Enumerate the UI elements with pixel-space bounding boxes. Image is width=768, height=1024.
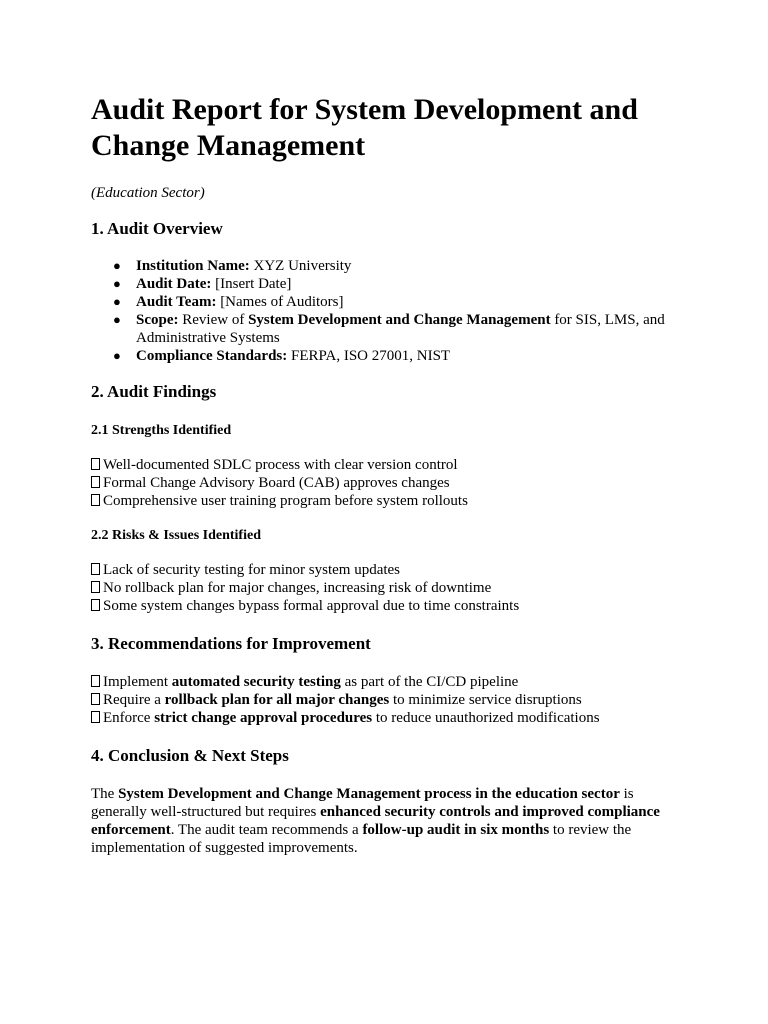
subsection-heading-strengths: 2.1 Strengths Identified xyxy=(91,423,232,438)
overview-item-scope xyxy=(91,311,676,347)
overview-value: FERPA, ISO 27001, NIST xyxy=(287,348,451,364)
missing-glyph-icon xyxy=(91,458,100,470)
section-heading-conclusion: 4. Conclusion & Next Steps xyxy=(91,746,289,765)
overview-value-bold: System Development and Change Management xyxy=(248,312,551,328)
overview-value: for SIS, LMS, and xyxy=(550,312,665,328)
section-heading-overview: 1. Audit Overview xyxy=(91,219,223,238)
overview-label: Scope: xyxy=(136,312,179,328)
missing-glyph-icon xyxy=(91,581,100,593)
list-item: Enforce strict change approval procedures to reduce unauthorized modifications xyxy=(91,709,676,727)
strengths-list xyxy=(91,456,676,510)
section-heading-recommendations: 3. Recommendations for Improvement xyxy=(91,634,371,653)
list-item: No rollback plan for major changes, increasing risk of downtime xyxy=(91,579,676,597)
missing-glyph-icon xyxy=(91,693,100,705)
list-item: Lack of security testing for minor system updates xyxy=(91,561,676,579)
bullet-icon: ● xyxy=(113,312,121,327)
risks-list xyxy=(91,561,676,615)
bullet-icon: ● xyxy=(113,258,121,273)
document-title: Audit Report for System Development and Change Management xyxy=(91,93,638,162)
overview-list xyxy=(91,257,676,365)
list-item: Well-documented SDLC process with clear version control xyxy=(91,456,676,474)
overview-item-team xyxy=(91,293,676,311)
overview-item-institution xyxy=(91,257,676,275)
list-item: Formal Change Advisory Board (CAB) approves changes xyxy=(91,474,676,492)
bullet-icon: ● xyxy=(113,276,121,291)
overview-label: Audit Team: xyxy=(136,294,217,310)
overview-label: Audit Date: xyxy=(136,276,212,292)
overview-label: Compliance Standards: xyxy=(136,348,288,364)
section-heading-findings: 2. Audit Findings xyxy=(91,382,217,401)
overview-item-compliance xyxy=(91,347,676,365)
recommendations-list xyxy=(91,673,676,727)
missing-glyph-icon xyxy=(91,711,100,723)
overview-value: XYZ University xyxy=(249,258,352,274)
overview-label: Institution Name: xyxy=(136,258,250,274)
missing-glyph-icon xyxy=(91,494,100,506)
overview-value: [Insert Date] xyxy=(211,276,292,292)
list-item: Some system changes bypass formal approval due to time constraints xyxy=(91,597,676,615)
overview-value: Review of xyxy=(178,312,249,328)
conclusion-paragraph: The System Development and Change Management process in the education sector is generally well-structured but requires enhanced security controls and improved compliance enforcement. The audit team recommends a follow-up audit in six months to review the implementation of suggested improvements. xyxy=(91,786,660,856)
list-item: Implement automated security testing as part of the CI/CD pipeline xyxy=(91,673,676,691)
bullet-icon: ● xyxy=(113,294,121,309)
missing-glyph-icon xyxy=(91,476,100,488)
overview-item-date xyxy=(91,275,676,293)
missing-glyph-icon xyxy=(91,675,100,687)
missing-glyph-icon xyxy=(91,599,100,611)
overview-value: [Names of Auditors] xyxy=(216,294,344,310)
overview-value: Administrative Systems xyxy=(136,330,280,346)
list-item: Comprehensive user training program before system rollouts xyxy=(91,492,676,510)
subsection-heading-risks: 2.2 Risks & Issues Identified xyxy=(91,528,261,543)
document-subtitle: (Education Sector) xyxy=(91,185,205,201)
list-item: Require a rollback plan for all major changes to minimize service disruptions xyxy=(91,691,676,709)
bullet-icon: ● xyxy=(113,348,121,363)
missing-glyph-icon xyxy=(91,563,100,575)
